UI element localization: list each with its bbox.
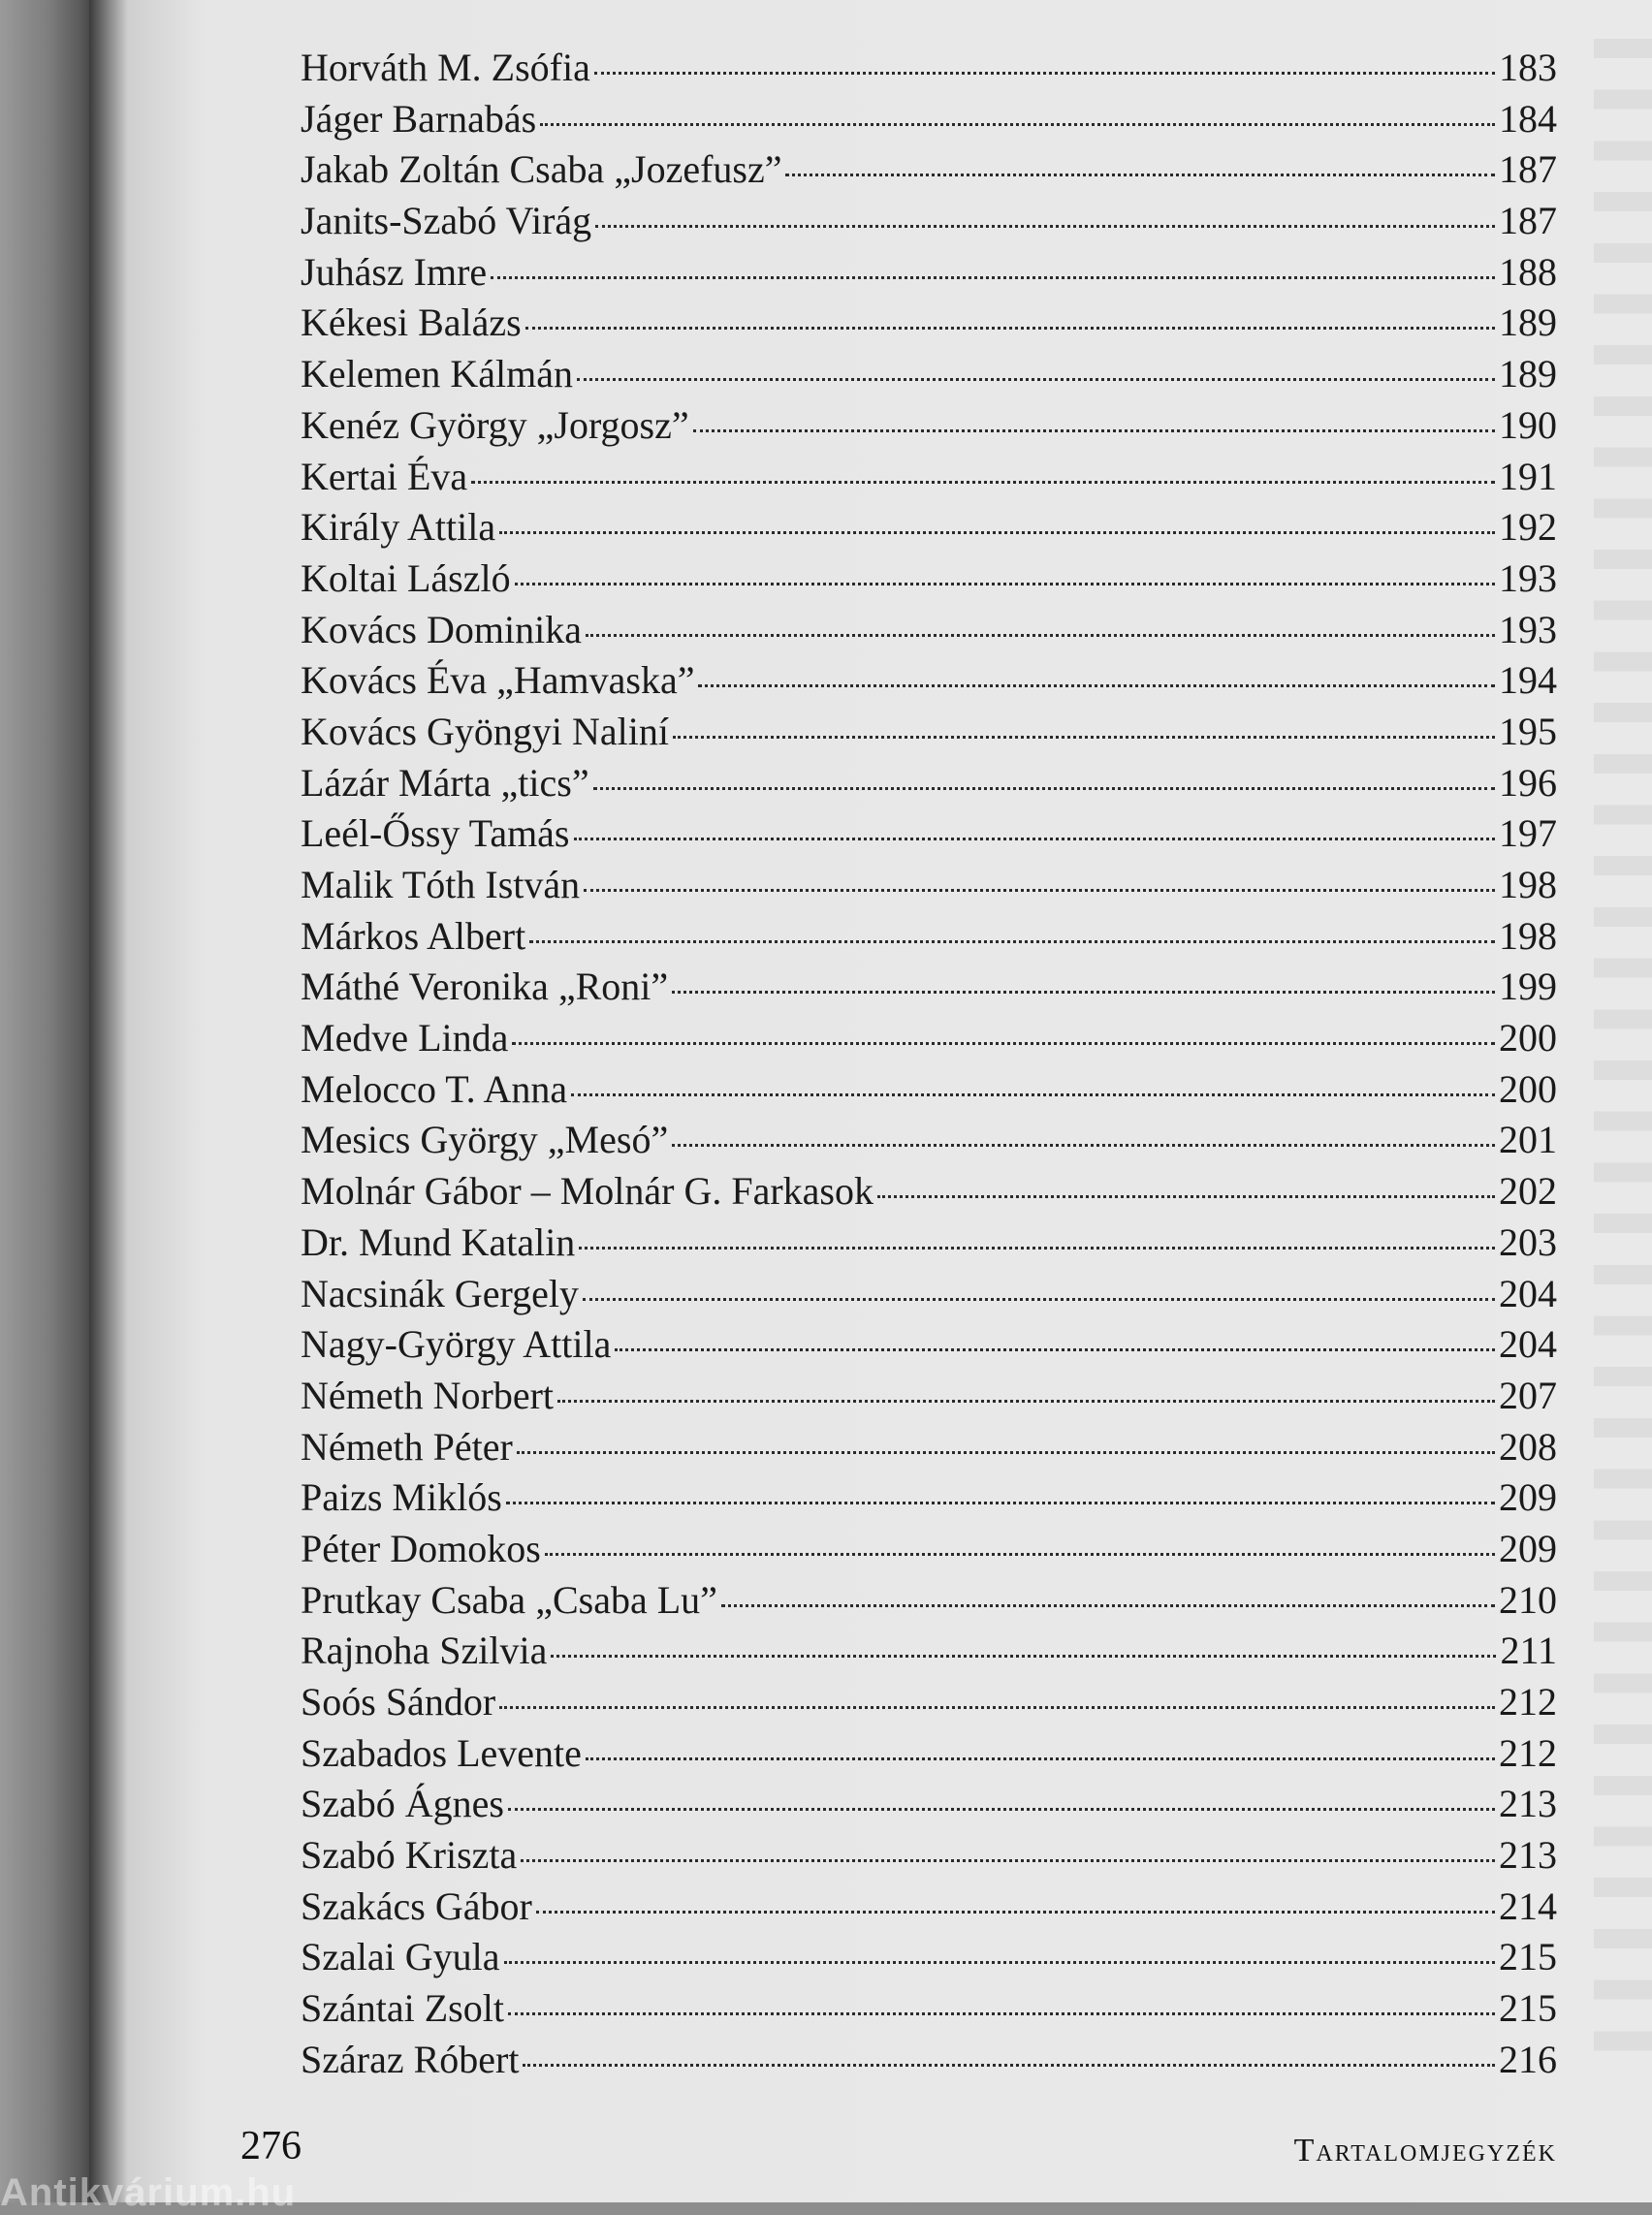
toc-entry: [301, 402, 1557, 454]
toc-entry: [301, 964, 1557, 1015]
dot-leader: [584, 889, 1495, 892]
dot-leader: [698, 684, 1495, 687]
toc-entry-page: 211: [1500, 1629, 1557, 1673]
toc-entry-page: 192: [1499, 505, 1557, 550]
dot-leader: [672, 991, 1495, 994]
toc-entry-name: Lázár Márta „tics”: [301, 760, 589, 805]
dot-leader: [615, 1348, 1495, 1351]
toc-entry: [301, 45, 1557, 96]
toc-entry-page: 188: [1499, 249, 1557, 294]
toc-entry: [301, 760, 1557, 811]
toc-entry: [301, 1474, 1557, 1526]
toc-entry-page: 212: [1499, 1730, 1557, 1775]
toc-entry-name: Melocco T. Anna: [301, 1066, 568, 1111]
toc-entry: [301, 1424, 1557, 1475]
toc-entry: [301, 351, 1557, 402]
toc-entry: [301, 1219, 1557, 1271]
toc-entry-name: Paizs Miklós: [301, 1475, 502, 1520]
toc-entry: [301, 1934, 1557, 1985]
toc-entry-name: Soós Sándor: [301, 1680, 496, 1724]
toc-entry: [301, 1117, 1557, 1168]
toc-entry-page: 204: [1499, 1322, 1557, 1367]
dot-leader: [721, 1604, 1495, 1607]
toc-entry-name: Németh Péter: [301, 1424, 513, 1469]
dot-leader: [499, 531, 1495, 534]
toc-entry-page: 210: [1499, 1577, 1557, 1622]
toc-entry-page: 202: [1499, 1169, 1557, 1214]
dot-leader: [521, 1859, 1495, 1862]
toc-entry-name: Száraz Róbert: [301, 2037, 520, 2081]
toc-entry: [301, 1015, 1557, 1066]
toc-entry-name: Molnár Gábor – Molnár G. Farkasok: [301, 1169, 874, 1214]
toc-entry: [301, 198, 1557, 249]
toc-entry-name: Leél-Őssy Tamás: [301, 811, 570, 856]
toc-entry-name: Szakács Gábor: [301, 1883, 532, 1928]
dot-leader: [471, 481, 1495, 484]
toc-entry: [301, 1373, 1557, 1424]
dot-leader: [508, 2012, 1495, 2015]
toc-entry: [301, 1883, 1557, 1935]
toc-entry-name: Szántai Zsolt: [301, 1986, 504, 2031]
toc-entry-page: 215: [1499, 1935, 1557, 1979]
toc-entry-page: 194: [1499, 658, 1557, 703]
toc-entry: [301, 657, 1557, 709]
toc-entry: [301, 96, 1557, 147]
toc-entry-page: 187: [1499, 199, 1557, 243]
toc-entry-page: 190: [1499, 402, 1557, 447]
toc-entry: [301, 504, 1557, 555]
toc-entry-name: Mesics György „Mesó”: [301, 1118, 669, 1162]
toc-entry: [301, 862, 1557, 913]
toc-entry: [301, 300, 1557, 351]
dot-leader: [536, 1911, 1495, 1914]
toc-entry-page: 200: [1499, 1016, 1557, 1060]
toc-entry: [301, 555, 1557, 607]
dot-leader: [545, 1553, 1495, 1556]
dot-leader: [551, 1655, 1496, 1658]
toc-entry: [301, 1781, 1557, 1832]
toc-entry: [301, 1066, 1557, 1118]
dot-leader: [540, 123, 1495, 126]
toc-entry-name: Kenéz György „Jorgosz”: [301, 402, 689, 447]
dot-leader: [672, 1144, 1495, 1147]
dot-leader: [517, 1451, 1495, 1454]
toc-entry-page: 193: [1499, 555, 1557, 600]
dot-leader: [525, 327, 1495, 330]
toc-entry-page: 183: [1499, 46, 1557, 89]
toc-entry-page: 207: [1499, 1373, 1557, 1417]
dot-leader: [693, 429, 1495, 432]
toc-entry-name: Király Attila: [301, 505, 496, 550]
dot-leader: [523, 2064, 1495, 2067]
dot-leader: [673, 736, 1495, 739]
dot-leader: [586, 634, 1495, 637]
toc-entry: [301, 1526, 1557, 1577]
dot-leader: [491, 276, 1495, 279]
watermark: Antikvárium.hu: [0, 2171, 297, 2214]
toc-entry-page: 198: [1499, 863, 1557, 906]
toc-entry-page: 214: [1499, 1883, 1557, 1928]
toc-entry-name: Kertai Éva: [301, 454, 468, 498]
toc-entry-page: 213: [1499, 1782, 1557, 1826]
toc-entry-name: Szalai Gyula: [301, 1935, 500, 1979]
dot-leader: [574, 838, 1496, 840]
toc-entry-name: Kékesi Balázs: [301, 301, 522, 345]
toc-entry-page: 187: [1499, 147, 1557, 192]
toc-entry-page: 196: [1499, 760, 1557, 805]
toc-entry-name: Koltai László: [301, 555, 511, 600]
toc-entry: [301, 1628, 1557, 1679]
toc-entry-page: 215: [1499, 1986, 1557, 2031]
toc-entry: [301, 1730, 1557, 1782]
toc-entry: [301, 146, 1557, 198]
toc-entry: [301, 810, 1557, 862]
dot-leader: [508, 1808, 1495, 1811]
toc-entry: [301, 913, 1557, 965]
dot-leader: [595, 225, 1495, 228]
toc-entry-page: 189: [1499, 301, 1557, 345]
toc-entry-page: 198: [1499, 913, 1557, 958]
dot-leader: [877, 1195, 1495, 1198]
toc-entry-name: Medve Linda: [301, 1016, 509, 1060]
table-of-contents: [301, 45, 1557, 2088]
page-number: 276: [240, 2124, 302, 2168]
toc-entry-name: Jáger Barnabás: [301, 96, 537, 141]
dot-leader: [512, 1042, 1495, 1045]
dot-leader: [579, 1247, 1495, 1250]
toc-entry-page: 191: [1499, 454, 1557, 498]
toc-entry-name: Németh Norbert: [301, 1373, 555, 1417]
toc-entry-name: Péter Domokos: [301, 1526, 541, 1570]
toc-entry-name: Máthé Veronika „Roni”: [301, 965, 669, 1009]
toc-entry: [301, 454, 1557, 505]
toc-entry: [301, 2037, 1557, 2088]
dot-leader: [583, 1298, 1495, 1301]
toc-entry-name: Nagy-György Attila: [301, 1322, 612, 1367]
toc-entry-page: 213: [1499, 1833, 1557, 1878]
toc-entry: [301, 607, 1557, 658]
toc-entry: [301, 1271, 1557, 1322]
dot-leader: [529, 940, 1495, 943]
toc-entry-name: Jakab Zoltán Csaba „Jozefusz”: [301, 147, 782, 192]
toc-entry: [301, 709, 1557, 760]
toc-entry-name: Márkos Albert: [301, 913, 526, 958]
bleed-through-shadow: [1594, 39, 1652, 2074]
toc-entry-page: 184: [1499, 96, 1557, 141]
dot-leader: [571, 1093, 1495, 1096]
dot-leader: [557, 1400, 1495, 1403]
toc-entry-name: Kelemen Kálmán: [301, 352, 573, 396]
toc-entry: [301, 1321, 1557, 1373]
toc-entry-name: Kovács Éva „Hamvaska”: [301, 658, 695, 703]
toc-entry-name: Janits-Szabó Virág: [301, 199, 592, 243]
dot-leader: [577, 378, 1495, 381]
toc-entry-name: Horváth M. Zsófia: [301, 46, 590, 89]
dot-leader: [785, 174, 1495, 176]
dot-leader: [586, 1757, 1495, 1760]
toc-entry-page: 216: [1499, 2037, 1557, 2081]
toc-entry-name: Szabó Ágnes: [301, 1782, 504, 1826]
toc-entry-page: 212: [1499, 1680, 1557, 1724]
toc-entry-name: Rajnoha Szilvia: [301, 1629, 548, 1673]
toc-entry: [301, 1679, 1557, 1730]
dot-leader: [506, 1502, 1495, 1504]
toc-entry-page: 204: [1499, 1271, 1557, 1315]
toc-entry: [301, 249, 1557, 301]
running-title: Tartalomjegyzék: [1293, 2133, 1557, 2168]
toc-entry-page: 189: [1499, 352, 1557, 396]
toc-entry: [301, 1168, 1557, 1219]
toc-entry-name: Malik Tóth István: [301, 863, 581, 906]
toc-entry-page: 203: [1499, 1219, 1557, 1264]
dot-leader: [593, 787, 1495, 790]
toc-entry-page: 209: [1499, 1475, 1557, 1520]
toc-entry: [301, 1985, 1557, 2037]
dot-leader: [504, 1961, 1496, 1964]
dot-leader: [594, 72, 1495, 75]
toc-entry-page: 193: [1499, 607, 1557, 651]
toc-entry-page: 199: [1499, 965, 1557, 1009]
toc-entry-name: Dr. Mund Katalin: [301, 1219, 576, 1264]
toc-entry-name: Juhász Imre: [301, 249, 488, 294]
toc-entry-name: Szabó Kriszta: [301, 1833, 518, 1878]
toc-entry-name: Nacsinák Gergely: [301, 1271, 579, 1315]
toc-entry-page: 201: [1499, 1118, 1557, 1162]
dot-leader: [515, 583, 1495, 585]
toc-entry: [301, 1577, 1557, 1629]
toc-entry: [301, 1832, 1557, 1883]
toc-entry-name: Kovács Gyöngyi Naliní: [301, 709, 669, 753]
dot-leader: [499, 1706, 1495, 1709]
toc-entry-name: Szabados Levente: [301, 1730, 582, 1775]
toc-entry-page: 208: [1499, 1424, 1557, 1469]
toc-entry-page: 195: [1499, 709, 1557, 753]
toc-entry-name: Prutkay Csaba „Csaba Lu”: [301, 1577, 717, 1622]
toc-entry-page: 209: [1499, 1526, 1557, 1570]
toc-entry-page: 200: [1499, 1066, 1557, 1111]
toc-entry-page: 197: [1499, 811, 1557, 856]
toc-entry-name: Kovács Dominika: [301, 607, 582, 651]
